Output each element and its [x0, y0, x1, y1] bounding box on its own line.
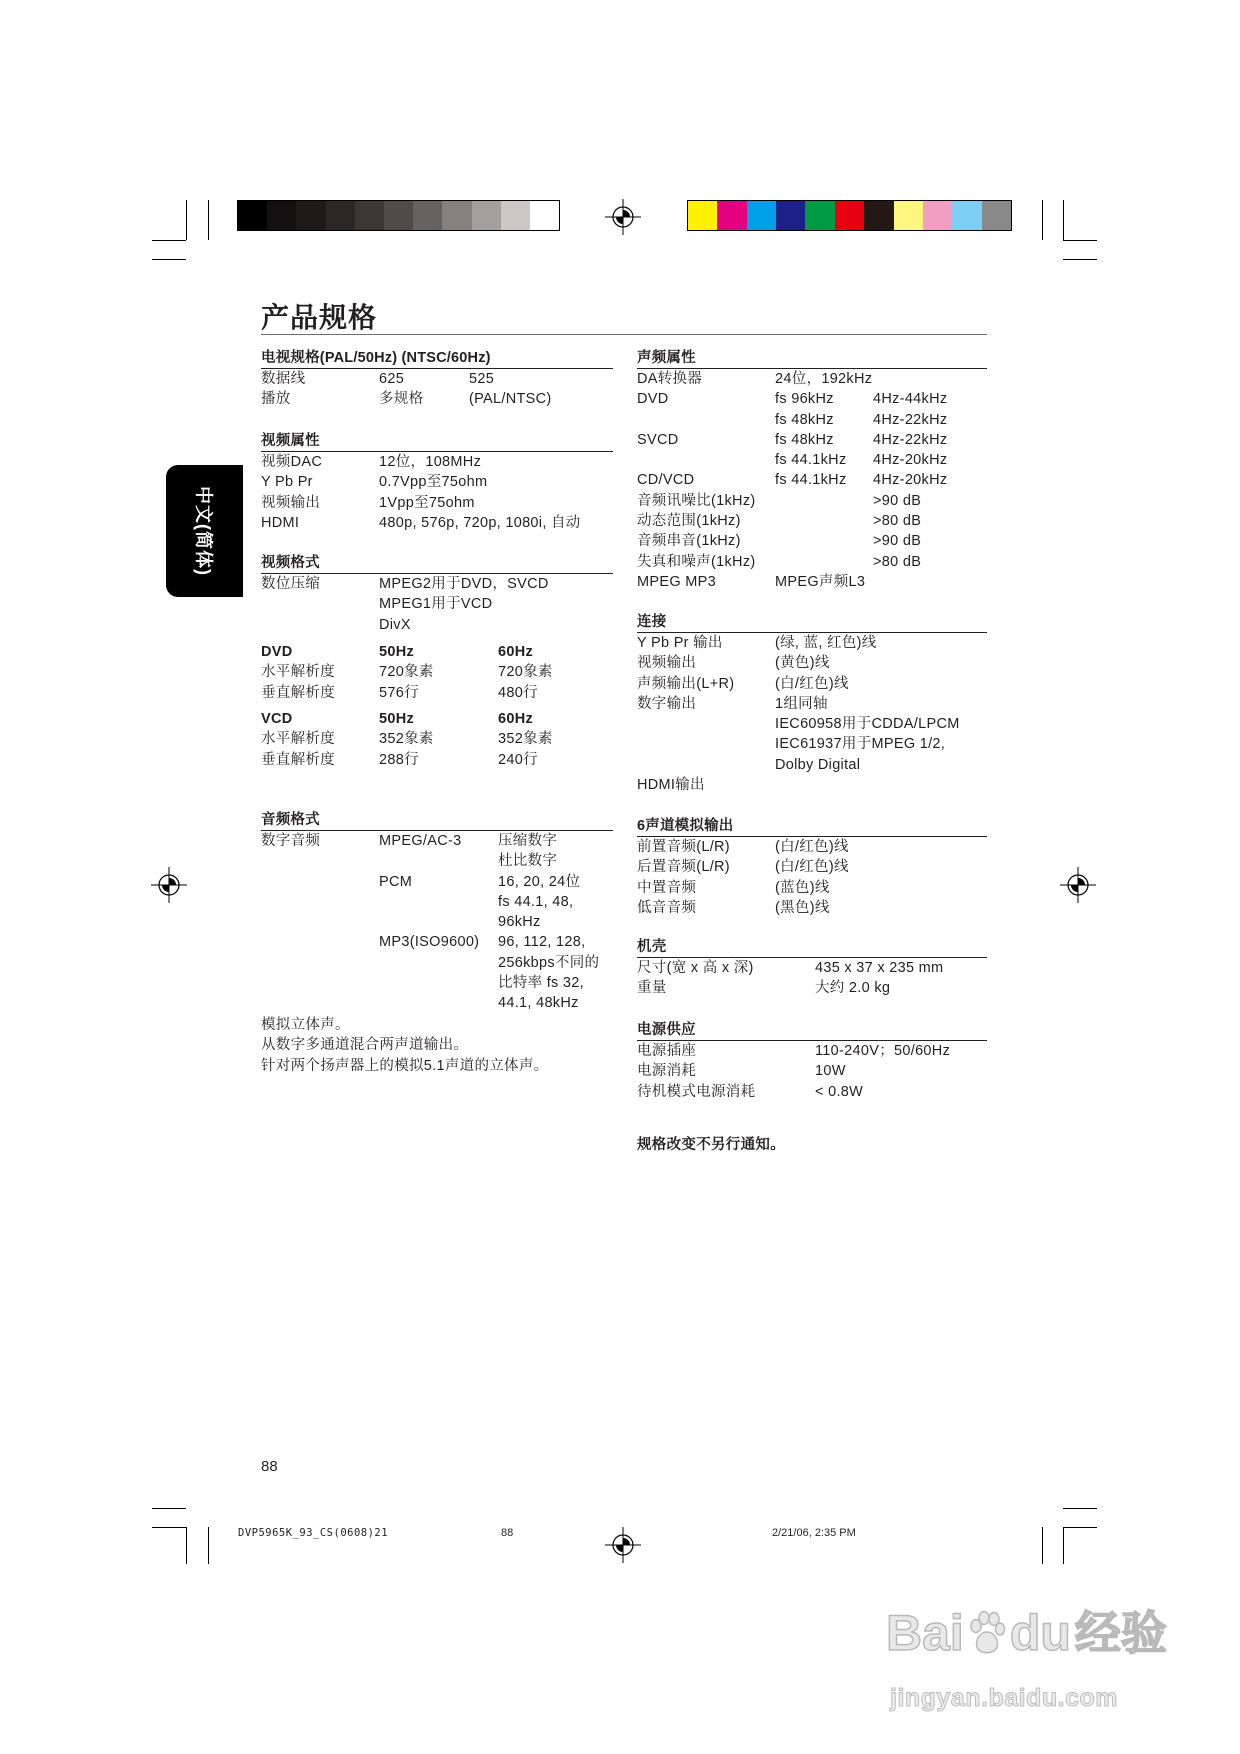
- watermark-text: du: [1009, 1605, 1071, 1661]
- spec-value: IEC61937用于MPEG 1/2,: [775, 736, 946, 753]
- section-heading: 视频格式: [261, 553, 613, 574]
- spec-row: [261, 493, 613, 513]
- spec-row: [637, 775, 987, 795]
- change-notice: [637, 1135, 987, 1155]
- color-swatch: [805, 201, 834, 230]
- codec-value: MP3(ISO9600): [379, 934, 480, 951]
- crop-mark: [152, 240, 186, 241]
- codec-detail: fs 44.1, 48,: [498, 893, 574, 910]
- note-line: [261, 1035, 613, 1055]
- print-page-number: 88: [501, 1527, 514, 1539]
- grayscale-calibration-bar: [237, 200, 560, 231]
- registration-mark-icon: [603, 1525, 643, 1565]
- spec-label: DVD: [637, 391, 669, 408]
- spec-row: [637, 511, 987, 531]
- crop-mark: [1063, 1508, 1097, 1509]
- codec-detail: 16, 20, 24位: [498, 873, 581, 890]
- codec-detail: 96, 112, 128,: [498, 934, 586, 951]
- column-50hz: 50Hz: [379, 644, 415, 660]
- sample-value: fs 44.1kHz: [775, 472, 847, 489]
- sample-value: fs 96kHz: [775, 391, 834, 408]
- value-50hz: 576行: [379, 684, 419, 701]
- note-line: [261, 1056, 613, 1076]
- codec-detail: 256kbps不同的: [498, 954, 600, 971]
- note-text: 从数字多通道混合两声道输出。: [261, 1037, 469, 1054]
- value-50hz: 720象素: [379, 664, 434, 681]
- spec-row: [637, 837, 987, 857]
- section-heading: 机壳: [637, 937, 987, 958]
- codec-detail: 比特率 fs 32,: [498, 975, 584, 992]
- crop-mark: [1063, 240, 1097, 241]
- note-text: 针对两个扬声器上的模拟5.1声道的立体声。: [261, 1057, 549, 1074]
- spec-row: [637, 430, 987, 450]
- spec-label: 电源消耗: [637, 1063, 697, 1080]
- table-header-row: [261, 709, 613, 729]
- spec-row: [637, 958, 987, 978]
- codec-detail: 压缩数字: [498, 833, 558, 849]
- spec-value: 480p, 576p, 720p, 1080i, 自动: [379, 514, 581, 531]
- spec-label: 失真和噪声(1kHz): [637, 553, 756, 570]
- spec-value-pal: 多规格: [379, 391, 424, 408]
- page-title: 产品规格: [261, 302, 378, 333]
- spec-label: 数位压缩: [261, 576, 321, 592]
- analog-output-section: [637, 816, 987, 918]
- watermark-text: Bai: [886, 1605, 964, 1661]
- notice-line: [637, 1135, 987, 1155]
- spec-row: [637, 470, 987, 490]
- spec-value: (黄色)线: [775, 655, 830, 672]
- spec-label: 垂直解析度: [261, 751, 335, 768]
- spec-label: Y Pb Pr: [261, 474, 313, 491]
- spec-value-ntsc: 525: [469, 371, 495, 387]
- codec-detail: 44.1, 48kHz: [498, 995, 579, 1012]
- range-value: 4Hz-20kHz: [873, 472, 948, 489]
- spec-value: (白/红色)线: [775, 859, 849, 876]
- crop-mark: [152, 1527, 186, 1528]
- spec-value: 0.7Vpp至75ohm: [379, 474, 488, 491]
- crop-mark: [1063, 259, 1097, 260]
- gray-swatch: [267, 201, 296, 230]
- crop-mark: [186, 200, 187, 240]
- print-file-name: DVP5965K_93_CS(0608)21: [238, 1527, 389, 1539]
- spec-row: [261, 851, 613, 871]
- gray-swatch: [296, 201, 325, 230]
- baidu-jingyan-watermark: [886, 1600, 1167, 1666]
- analog-stereo-notes: [261, 1015, 613, 1076]
- spec-label: 视频DAC: [261, 454, 323, 470]
- spec-label: 视频输出: [637, 655, 697, 672]
- color-swatch: [688, 201, 717, 230]
- cabinet-section: [637, 937, 987, 999]
- spec-value-ntsc: (PAL/NTSC): [469, 391, 552, 408]
- gray-swatch: [472, 201, 501, 230]
- codec-detail: 杜比数字: [498, 853, 558, 870]
- range-value: >80 dB: [873, 553, 922, 570]
- spec-label: 电源插座: [637, 1043, 697, 1059]
- value-60hz: 720象素: [498, 664, 553, 681]
- table-label: DVD: [261, 644, 293, 660]
- spec-row: [261, 932, 613, 952]
- color-swatch: [864, 201, 893, 230]
- spec-label: 播放: [261, 391, 291, 408]
- power-section: [637, 1020, 987, 1102]
- print-timestamp: 2/21/06, 2:35 PM: [772, 1527, 856, 1539]
- note-line: [261, 1015, 613, 1035]
- spec-row: [637, 1061, 987, 1081]
- connections-section: [637, 612, 987, 795]
- spec-value: 110-240V；50/60Hz: [815, 1043, 951, 1059]
- spec-row: [637, 491, 987, 511]
- crop-mark: [1063, 200, 1064, 240]
- title-rule: [261, 334, 987, 335]
- spec-row: [637, 978, 987, 998]
- audio-properties-section: [637, 348, 987, 592]
- spec-row: [261, 472, 613, 492]
- codec-value: PCM: [379, 873, 413, 890]
- crop-mark: [152, 259, 186, 260]
- crop-mark: [1063, 1527, 1097, 1528]
- section-heading: 声频属性: [637, 348, 987, 369]
- spec-value: IEC60958用于CDDA/LPCM: [775, 716, 960, 733]
- notice-text: 规格改变不另行通知。: [637, 1137, 785, 1153]
- spec-label: 中置音频: [637, 879, 697, 896]
- section-heading: 6声道模拟输出: [637, 816, 987, 837]
- spec-value: 10W: [815, 1063, 846, 1080]
- audio-format-section: [261, 810, 613, 1014]
- value-60hz: 352象素: [498, 731, 553, 748]
- video-properties-section: [261, 431, 613, 533]
- range-value: >80 dB: [873, 513, 922, 530]
- spec-label: 低音音频: [637, 899, 697, 916]
- color-swatch: [835, 201, 864, 230]
- color-swatch: [747, 201, 776, 230]
- crop-mark: [186, 1527, 187, 1564]
- registration-mark-icon: [149, 865, 189, 905]
- registration-mark-icon: [603, 197, 643, 237]
- spec-label: 水平解析度: [261, 731, 335, 748]
- spec-label: 数据线: [261, 371, 306, 387]
- spec-label: 垂直解析度: [261, 684, 335, 701]
- color-calibration-bar: [687, 200, 1012, 231]
- gray-swatch: [355, 201, 384, 230]
- spec-row: [261, 993, 613, 1013]
- codec-value: MPEG/AC-3: [379, 833, 462, 849]
- crop-mark: [208, 1527, 209, 1564]
- crop-mark: [1063, 1527, 1064, 1564]
- spec-label: 水平解析度: [261, 664, 335, 681]
- spec-label: MPEG MP3: [637, 573, 716, 590]
- language-side-tab: [166, 465, 243, 597]
- table-row: [261, 662, 613, 682]
- section-heading: 电视规格(PAL/50Hz) (NTSC/60Hz): [261, 348, 613, 369]
- spec-value-pal: 625: [379, 371, 405, 387]
- gray-swatch: [326, 201, 355, 230]
- spec-row: [261, 615, 613, 635]
- color-swatch: [923, 201, 952, 230]
- spec-row: [637, 714, 987, 734]
- language-tab-label: 中文(简体): [193, 486, 214, 576]
- dvd-resolution-table: [261, 642, 613, 703]
- spec-value: 大约 2.0 kg: [815, 980, 891, 997]
- range-value: >90 dB: [873, 492, 922, 509]
- spec-value: 1组同轴: [775, 695, 828, 712]
- range-value: 4Hz-44kHz: [873, 391, 948, 408]
- watermark-text: 经验: [1074, 1607, 1167, 1659]
- spec-row: [261, 872, 613, 892]
- sample-value: fs 44.1kHz: [775, 452, 847, 469]
- table-header-row: [261, 642, 613, 662]
- tv-spec-section: [261, 348, 613, 410]
- spec-row: [637, 1082, 987, 1102]
- color-swatch: [894, 201, 923, 230]
- range-value: 4Hz-22kHz: [873, 411, 948, 428]
- value-60hz: 240行: [498, 751, 538, 768]
- color-swatch: [982, 201, 1011, 230]
- value-50hz: 288行: [379, 751, 419, 768]
- spec-value: (黑色)线: [775, 899, 830, 916]
- spec-label: HDMI: [261, 514, 300, 531]
- gray-swatch: [530, 201, 559, 230]
- spec-row: [637, 755, 987, 775]
- spec-row: [261, 513, 613, 533]
- spec-value: Dolby Digital: [775, 756, 861, 773]
- spec-row: [637, 450, 987, 470]
- crop-mark: [1042, 200, 1043, 240]
- spec-value: 435 x 37 x 235 mm: [815, 960, 944, 976]
- section-heading: 视频属性: [261, 431, 613, 452]
- crop-mark: [152, 1508, 186, 1509]
- spec-value: DivX: [379, 616, 411, 633]
- spec-row: [261, 912, 613, 932]
- codec-detail: 96kHz: [498, 914, 541, 931]
- sample-value: fs 48kHz: [775, 431, 834, 448]
- crop-mark: [208, 200, 209, 240]
- spec-row: [261, 594, 613, 614]
- spec-row: [261, 892, 613, 912]
- column-50hz: 50Hz: [379, 711, 415, 727]
- spec-label: 待机模式电源消耗: [637, 1083, 756, 1100]
- spec-row: [637, 878, 987, 898]
- spec-row: [637, 734, 987, 754]
- spec-row: [637, 857, 987, 877]
- spec-row: [261, 369, 613, 389]
- spec-row: [637, 531, 987, 551]
- gray-swatch: [384, 201, 413, 230]
- vcd-resolution-table: [261, 709, 613, 770]
- spec-label: Y Pb Pr 输出: [637, 635, 723, 651]
- value-60hz: 480行: [498, 684, 538, 701]
- section-heading: 连接: [637, 612, 987, 633]
- section-heading: 电源供应: [637, 1020, 987, 1041]
- spec-value: < 0.8W: [815, 1083, 864, 1100]
- spec-row: [637, 898, 987, 918]
- spec-label: 动态范围(1kHz): [637, 513, 741, 530]
- table-row: [261, 729, 613, 749]
- spec-label: 数字输出: [637, 695, 697, 712]
- range-value: 4Hz-22kHz: [873, 431, 948, 448]
- page-number: 88: [261, 1458, 278, 1475]
- gray-swatch: [442, 201, 471, 230]
- spec-row: [637, 410, 987, 430]
- table-row: [261, 750, 613, 770]
- spec-row: [261, 953, 613, 973]
- spec-label: 重量: [637, 980, 667, 997]
- gray-swatch: [238, 201, 267, 230]
- gray-swatch: [413, 201, 442, 230]
- value-50hz: 352象素: [379, 731, 434, 748]
- spec-value: (白/红色)线: [775, 675, 849, 692]
- spec-label: CD/VCD: [637, 472, 695, 489]
- spec-label: 声频输出(L+R): [637, 675, 735, 692]
- spec-row: [637, 1041, 987, 1061]
- spec-label: 音频讯噪比(1kHz): [637, 492, 756, 509]
- spec-row: [261, 389, 613, 409]
- paw-icon: [968, 1610, 1006, 1656]
- spec-row: [637, 369, 987, 389]
- spec-label: 尺寸(宽 x 高 x 深): [637, 960, 754, 976]
- spec-row: [637, 633, 987, 653]
- spec-row: [637, 653, 987, 673]
- spec-label: SVCD: [637, 431, 679, 448]
- section-heading: 音频格式: [261, 810, 613, 831]
- spec-label: 前置音频(L/R): [637, 839, 730, 855]
- spec-label: 音频串音(1kHz): [637, 533, 741, 550]
- color-swatch: [776, 201, 805, 230]
- spec-value: (白/红色)线: [775, 839, 849, 855]
- column-60hz: 60Hz: [498, 711, 534, 727]
- spec-label: HDMI输出: [637, 777, 705, 794]
- spec-value: (蓝色)线: [775, 879, 830, 896]
- sample-value: MPEG声频L3: [775, 573, 866, 590]
- spec-label: 数字音频: [261, 833, 321, 849]
- table-row: [261, 683, 613, 703]
- spec-value: MPEG2用于DVD，SVCD: [379, 576, 549, 592]
- spec-row: [261, 452, 613, 472]
- spec-label: DA转换器: [637, 371, 703, 387]
- spec-value: 12位，108MHz: [379, 454, 482, 470]
- spec-value: 1Vpp至75ohm: [379, 494, 475, 511]
- range-value: 4Hz-20kHz: [873, 452, 948, 469]
- crop-mark: [1042, 1527, 1043, 1564]
- spec-label: 视频输出: [261, 494, 321, 511]
- registration-mark-icon: [1058, 865, 1098, 905]
- video-format-section: [261, 553, 613, 635]
- spec-value: (绿, 蓝, 红色)线: [775, 635, 877, 651]
- spec-row: [637, 674, 987, 694]
- spec-label: 后置音频(L/R): [637, 859, 730, 876]
- range-value: >90 dB: [873, 533, 922, 550]
- spec-row: [261, 574, 613, 594]
- spec-row: [261, 973, 613, 993]
- watermark-url: jingyan.baidu.com: [890, 1684, 1118, 1712]
- sample-value: 24位，192kHz: [775, 371, 873, 387]
- gray-swatch: [501, 201, 530, 230]
- spec-row: [637, 572, 987, 592]
- spec-row: [637, 552, 987, 572]
- color-swatch: [717, 201, 746, 230]
- color-swatch: [952, 201, 981, 230]
- table-label: VCD: [261, 711, 293, 727]
- spec-row: [261, 831, 613, 851]
- spec-row: [637, 389, 987, 409]
- sample-value: fs 48kHz: [775, 411, 834, 428]
- note-text: 模拟立体声。: [261, 1017, 350, 1033]
- spec-value: MPEG1用于VCD: [379, 596, 493, 613]
- column-60hz: 60Hz: [498, 644, 534, 660]
- spec-row: [637, 694, 987, 714]
